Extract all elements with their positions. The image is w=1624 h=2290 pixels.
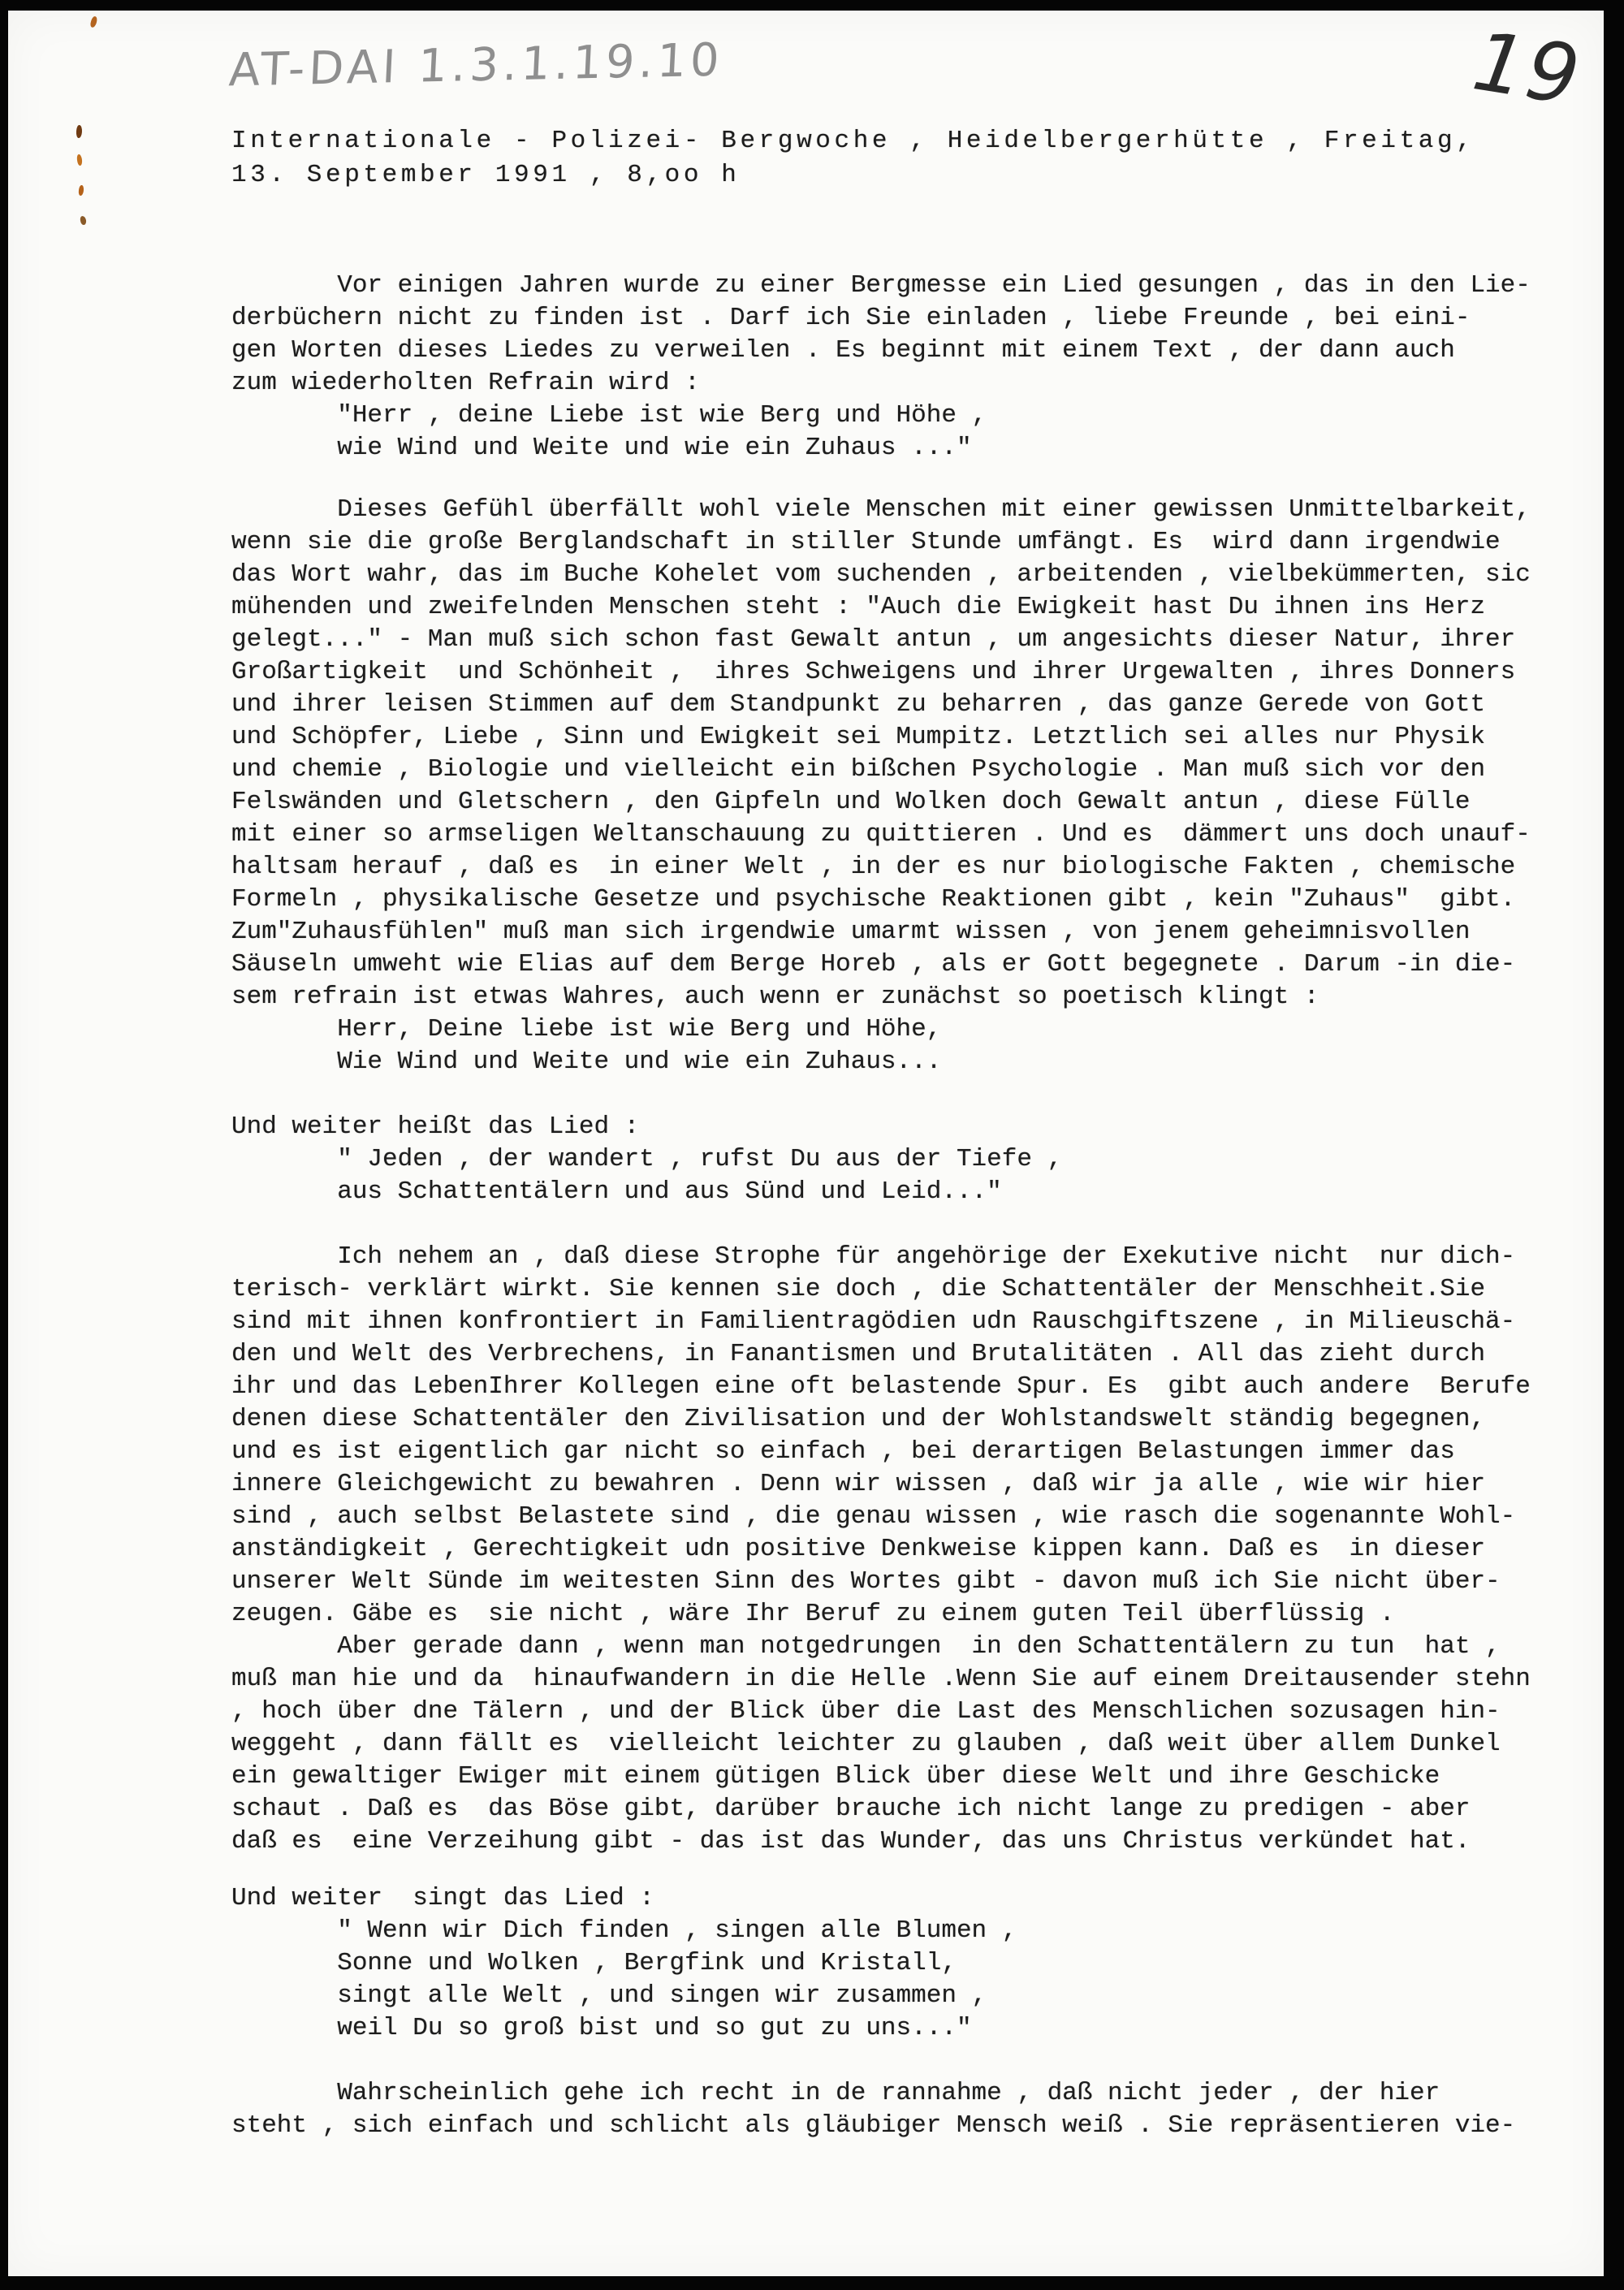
text-line: und chemie , Biologie und vielleicht ein bißchen Psychologie . Man muß sich vor den (231, 755, 1486, 784)
handwritten-page-number: 19 (1466, 13, 1587, 124)
text-line: steht , sich einfach und schlicht als gläubiger Mensch weiß . Sie repräsentieren vie- (231, 2111, 1516, 2140)
text-line: Felswänden und Gletschern , den Gipfeln und Wolken doch Gewalt antun , diese Fülle (231, 788, 1471, 816)
text-line: sind , auch selbst Belastete sind , die genau wissen , wie rasch die sogenannte Wohl- (231, 1502, 1516, 1531)
text-line: Vor einigen Jahren wurde zu einer Bergmesse ein Lied gesungen , das in den Lie- (231, 271, 1531, 300)
text-line: ihr und das LebenIhrer Kollegen eine oft belastende Spur. Es gibt auch andere Berufe (231, 1372, 1531, 1401)
text-line: derbüchern nicht zu finden ist . Darf ich Sie einladen , liebe Freunde , bei eini- (231, 304, 1471, 332)
song-verse-1 (231, 1111, 1563, 1208)
text-line: zeugen. Gäbe es sie nicht , wäre Ihr Beruf zu einem guten Teil überflüssig . (231, 1600, 1395, 1628)
song-refrain-line: wie Wind und Weite und wie ein Zuhaus ..." (231, 434, 972, 462)
paragraph-4 (231, 2077, 1563, 2142)
text-line: Großartigkeit und Schönheit , ihres Schweigens und ihrer Urgewalten , ihres Donners (231, 658, 1516, 686)
text-line: denen diese Schattentäler den Zivilisation und der Wohlstandswelt ständig begegnen, (231, 1405, 1486, 1433)
text-line: mühenden und zweifelnden Menschen steht : "Auch die Ewigkeit hast Du ihnen ins Herz (231, 593, 1486, 621)
text-line: das Wort wahr, das im Buche Kohelet vom suchenden , arbeitenden , vielbekümmerten, sic (231, 560, 1531, 589)
song-refrain-line: "Herr , deine Liebe ist wie Berg und Höhe , (231, 401, 987, 430)
song-verse-2 (231, 1882, 1563, 2045)
text-line: Aber gerade dann , wenn man notgedrungen in den Schattentälern zu tun hat , (231, 1632, 1501, 1661)
header-line: Internationale - Polizei- Bergwoche , Heidelbergerhütte , Freitag, (231, 127, 1475, 155)
text-line: unserer Welt Sünde im weitesten Sinn des Wortes gibt - davon muß ich Sie nicht über- (231, 1567, 1501, 1596)
song-refrain-line: Wie Wind und Weite und wie ein Zuhaus... (231, 1048, 942, 1076)
song-verse-line: aus Schattentälern und aus Sünd und Leid..." (231, 1177, 1002, 1206)
header-line: 13. September 1991 , 8,oo h (231, 161, 741, 189)
text-line: Ich nehem an , daß diese Strophe für angehörige der Exekutive nicht nur dich- (231, 1242, 1516, 1271)
text-line: gelegt..." - Man muß sich schon fast Gewalt antun , um angesichts dieser Natur, ihrer (231, 625, 1516, 654)
song-verse-line: weil Du so groß bist und so gut zu uns..." (231, 2014, 972, 2042)
text-line: sind mit ihnen konfrontiert in Familientragödien udn Rauschgiftszene , in Milieuschä- (231, 1307, 1516, 1336)
text-line: sem refrain ist etwas Wahres, auch wenn er zunächst so poetisch klingt : (231, 983, 1320, 1011)
text-line: Wahrscheinlich gehe ich recht in de rannahme , daß nicht jeder , der hier (231, 2079, 1440, 2107)
text-line: wenn sie die große Berglandschaft in stiller Stunde umfängt. Es wird dann irgendwie (231, 528, 1501, 556)
handwritten-archive-code: AT-DAI 1.3.1.19.10 (227, 33, 725, 97)
text-line: terisch- verklärt wirkt. Sie kennen sie doch , die Schattentäler der Menschheit.Sie (231, 1275, 1486, 1303)
text-line: mit einer so armseligen Weltanschauung zu quittieren . Und es dämmert uns doch unauf- (231, 820, 1531, 849)
document-header (231, 124, 1563, 192)
text-line: und Schöpfer, Liebe , Sinn und Ewigkeit sei Mumpitz. Letztlich sei alles nur Physik (231, 723, 1486, 751)
text-line: zum wiederholten Refrain wird : (231, 369, 700, 397)
text-line: innere Gleichgewicht zu bewahren . Denn wir wissen , daß wir ja alle , wie wir hier (231, 1470, 1486, 1498)
paragraph-2 (231, 494, 1563, 1078)
text-line: Dieses Gefühl überfällt wohl viele Menschen mit einer gewissen Unmittelbarkeit, (231, 495, 1531, 524)
text-line: daß es eine Verzeihung gibt - das ist das Wunder, das uns Christus verkündet hat. (231, 1827, 1471, 1856)
song-verse-line: Sonne und Wolken , Bergfink und Kristall, (231, 1949, 957, 1977)
text-line: Und weiter singt das Lied : (231, 1884, 654, 1912)
text-line: und es ist eigentlich gar nicht so einfach , bei derartigen Belastungen immer das (231, 1437, 1455, 1466)
text-line: schaut . Daß es das Böse gibt, darüber brauche ich nicht lange zu predigen - aber (231, 1795, 1471, 1823)
text-line: Zum"Zuhausfühlen" muß man sich irgendwie umarmt wissen , von jenem geheimnisvollen (231, 918, 1471, 946)
paragraph-3 (231, 1241, 1563, 1858)
text-line: , hoch über dne Tälern , und der Blick über die Last des Menschlichen sozusagen hin- (231, 1697, 1501, 1726)
song-verse-line: singt alle Welt , und singen wir zusammen , (231, 1981, 987, 2010)
text-line: und ihrer leisen Stimmen auf dem Standpunkt zu beharren , das ganze Gerede von Gott (231, 690, 1486, 719)
text-line: den und Welt des Verbrechens, in Fanantismen und Brutalitäten . All das zieht durch (231, 1340, 1486, 1368)
text-line: muß man hie und da hinaufwandern in die Helle .Wenn Sie auf einem Dreitausender stehn (231, 1665, 1531, 1693)
paragraph-1 (231, 270, 1563, 464)
text-line: Säuseln umweht wie Elias auf dem Berge Horeb , als er Gott begegnete . Darum -in die- (231, 950, 1516, 979)
song-refrain-line: Herr, Deine liebe ist wie Berg und Höhe, (231, 1015, 942, 1043)
text-line: Formeln , physikalische Gesetze und psychische Reaktionen gibt , kein "Zuhaus" gibt. (231, 885, 1516, 914)
text-line: gen Worten dieses Liedes zu verweilen . Es beginnt mit einem Text , der dann auch (231, 336, 1455, 365)
text-line: haltsam herauf , daß es in einer Welt , in der es nur biologische Fakten , chemische (231, 853, 1516, 881)
text-line: Und weiter heißt das Lied : (231, 1113, 640, 1141)
text-line: anständigkeit , Gerechtigkeit udn positive Denkweise kippen kann. Daß es in dieser (231, 1535, 1486, 1563)
text-line: weggeht , dann fällt es vielleicht leichter zu glauben , daß weit über allem Dunkel (231, 1730, 1501, 1758)
song-verse-line: " Jeden , der wandert , rufst Du aus der Tiefe , (231, 1145, 1063, 1173)
song-verse-line: " Wenn wir Dich finden , singen alle Blumen , (231, 1916, 1017, 1945)
text-line: ein gewaltiger Ewiger mit einem gütigen Blick über diese Welt und ihre Geschicke (231, 1762, 1440, 1791)
